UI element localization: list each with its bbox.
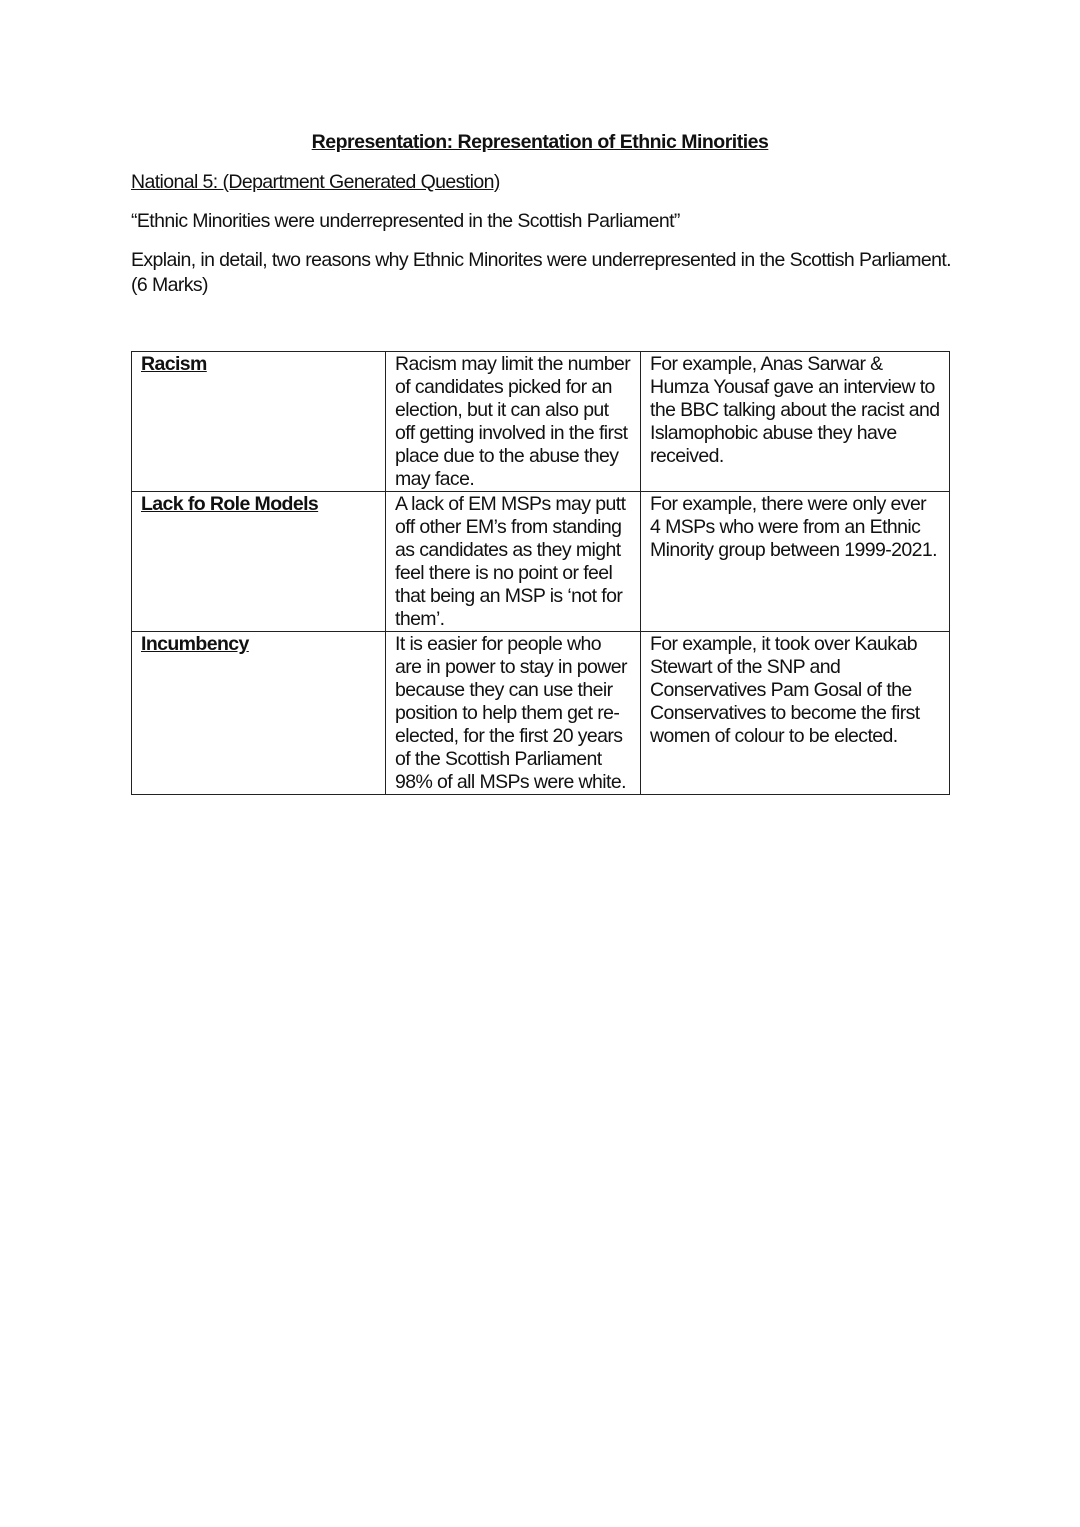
question-marks: (6 Marks) [131, 274, 208, 296]
reason-heading: Lack fo Role Models [132, 492, 386, 632]
reason-explanation: It is easier for people who are in power to stay in power because they can use their position to help them get re-elected, for the first 20 years of the Scottish Parliament 98% of all MSPs were white. [386, 632, 641, 795]
question-task-text: Explain, in detail, two reasons why Ethnic Minorites were underrepresented in the Scottish Parliament. [131, 249, 951, 271]
table-row [132, 352, 950, 492]
reason-heading: Racism [132, 352, 386, 492]
question-task [131, 248, 961, 298]
question-level: National 5: (Department Generated Question) [131, 171, 500, 193]
reason-heading: Incumbency [132, 632, 386, 795]
reason-explanation: A lack of EM MSPs may putt off other EM’s from standing as candidates as they might feel there is no point or feel that being an MSP is ‘not for them’. [386, 492, 641, 632]
reason-example: For example, there were only ever 4 MSPs who were from an Ethnic Minority group between 1999-2021. [641, 492, 950, 632]
question-quote: “Ethnic Minorities were underrepresented in the Scottish Parliament” [131, 210, 680, 232]
reason-example: For example, it took over Kaukab Stewart of the SNP and Conservatives Pam Gosal of the Conservatives to become the first women of colour to be elected. [641, 632, 950, 795]
table-row [132, 632, 950, 795]
reasons-table [131, 351, 950, 795]
page-title: Representation: Representation of Ethnic Minorities [311, 131, 769, 153]
table-row [132, 492, 950, 632]
reason-example: For example, Anas Sarwar & Humza Yousaf gave an interview to the BBC talking about the racist and Islamophobic abuse they have received. [641, 352, 950, 492]
reason-explanation: Racism may limit the number of candidates picked for an election, but it can also put off getting involved in the first place due to the abuse they may face. [386, 352, 641, 492]
